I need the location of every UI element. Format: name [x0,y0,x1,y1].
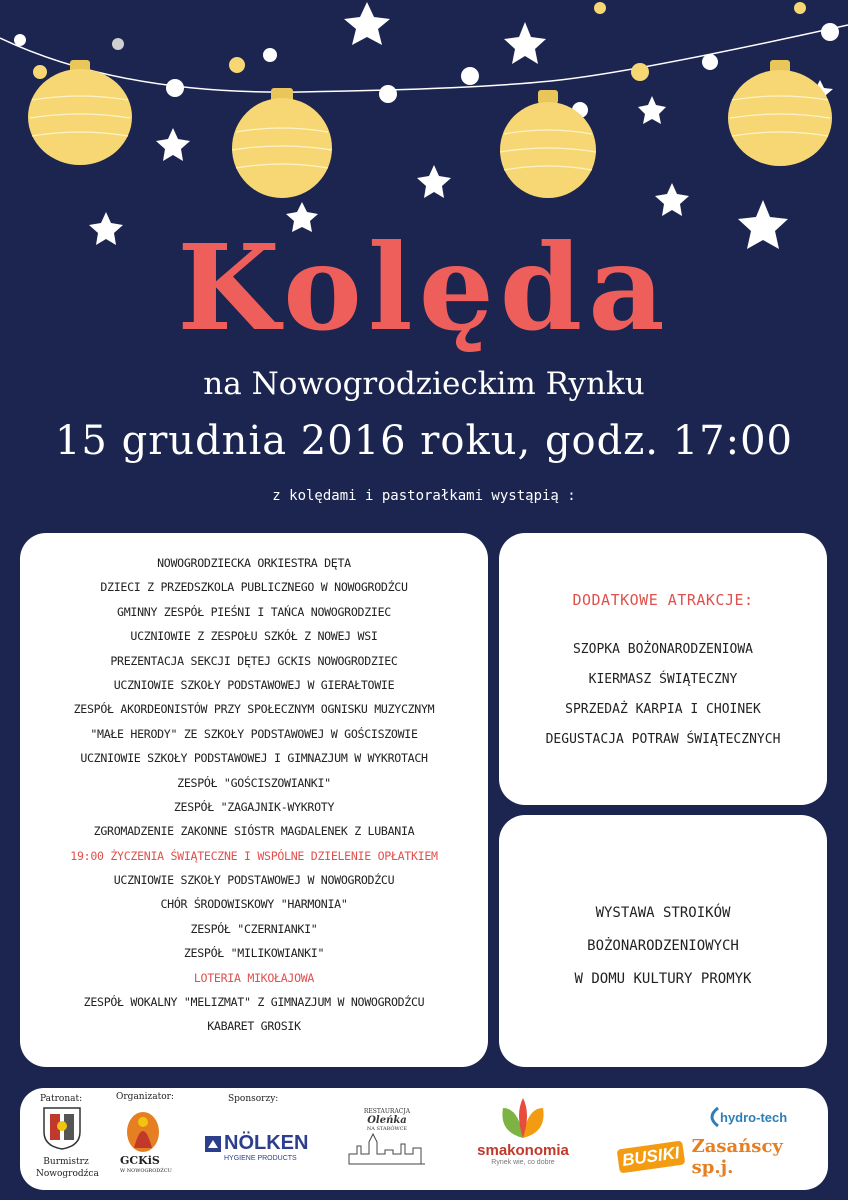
smakonomia-logo-subtext: Rynek wie, co dobre [491,1159,555,1166]
hydrotech-arc-icon [706,1106,720,1128]
performer-item-highlight: 19:00 ŻYCZENIA ŚWIĄTECZNE I WSPÓLNE DZIELENIE OPŁATKIEM [70,848,438,863]
gckis-logo-text: GCKiS [120,1154,160,1167]
zasanscy-logo-text: Zasańscy sp.j. [691,1136,783,1178]
attraction-item: SZOPKA BOŻONARODZENIOWA [572,642,753,657]
performer-item: DZIECI Z PRZEDSZKOLA PUBLICZNEGO W NOWOGRODŹCU [100,580,408,595]
nolken-logo-text: NÖLKEN [224,1132,309,1154]
performer-item: ZESPÓŁ "MILIKOWIANKI" [183,946,325,961]
performer-item-highlight: LOTERIA MIKOŁAJOWA [193,970,315,985]
performers-panel [20,533,488,1067]
performer-item: ZESPÓŁ "CZERNIANKI" [190,921,318,936]
performer-item: PREZENTACJA SEKCJI DĘTEJ GCKIS NOWOGRODZIEC [110,653,398,668]
performer-item: ZESPÓŁ WOKALNY "MELIZMAT" Z GIMNAZJUM W NOWOGRODŹCU [83,995,425,1010]
attractions-panel [499,533,827,805]
performer-item: NOWOGRODZIECKA ORKIESTRA DĘTA [157,556,351,570]
performer-item: GMINNY ZESPÓŁ PIEŚNI I TAŃCA NOWOGRODZIEC [117,604,391,619]
smakonomia-leaf-icon [497,1096,549,1140]
event-subtitle: na Nowogrodzieckim Rynku [203,366,645,402]
restauracja-text-3: NA STARÓWCE [366,1126,408,1132]
performer-item: UCZNIOWIE SZKOŁY PODSTAWOWEJ I GIMNAZJUM W WYKROTACH [80,751,428,766]
nolken-logo [204,1132,324,1162]
busiki-zasanscy-logo [618,1136,828,1178]
gckis-logo-icon [124,1108,162,1154]
performer-item: "MAŁE HERODY" ZE SZKOŁY PODSTAWOWEJ W GOŚCISZOWIE [90,726,418,741]
busiki-logo-text: BUSIKI [617,1141,685,1174]
sponsors-panel [20,1088,828,1190]
performer-item: ZESPÓŁ "GOŚCISZOWIANKI" [177,775,331,790]
gckis-logo-subtext: W NOWOGRODŹCU [120,1168,172,1174]
organizator-label: Organizator: [116,1092,174,1102]
attraction-item: SPRZEDAŻ KARPIA I CHOINEK [565,702,761,717]
performers-intro: z kolędami i pastorałkami wystąpią : [272,488,576,504]
nolken-logo-subtext: HYGIENE PRODUCTS [224,1155,297,1162]
smakonomia-logo-text: smakonomia [477,1142,569,1159]
nolken-mark-icon [204,1135,222,1153]
performer-item: ZESPÓŁ AKORDEONISTÓW PRZY SPOŁECZNYM OGNISKU MUZYCZNYM [73,702,435,717]
performer-item: UCZNIOWIE SZKOŁY PODSTAWOWEJ W NOWOGRODŹCU [113,873,395,888]
patronat-label: Patronat: [40,1094,83,1104]
exhibit-line: WYSTAWA STROIKÓW [595,905,731,921]
patronat-caption: Burmistrz Nowogrodźca [36,1157,99,1179]
attraction-item: KIERMASZ ŚWIĄTECZNY [588,672,738,687]
restauracja-olenka-logo [342,1108,432,1170]
performer-item: CHÓR ŚRODOWISKOWY "HARMONIA" [160,897,348,912]
performer-item: KABARET GROSIK [207,1019,301,1034]
town-skyline-icon [347,1132,427,1166]
hydrotech-logo [706,1106,787,1128]
performer-item: ZESPÓŁ "ZAGAJNIK-WYKROTY [173,799,335,814]
event-date: 15 grudnia 2016 roku, godz. 17:00 [54,418,794,464]
attraction-item: DEGUSTACJA POTRAW ŚWIĄTECZNYCH [545,732,781,747]
hydrotech-logo-text: hydro-tech [720,1109,788,1125]
restauracja-text-2: Oleńka [367,1115,407,1126]
event-title: Kolęda [177,218,671,357]
sponsorzy-label: Sponsorzy: [228,1094,279,1104]
coat-of-arms-icon [42,1106,82,1150]
performer-item: UCZNIOWIE Z ZESPOŁU SZKÓŁ Z NOWEJ WSI [130,629,378,644]
exhibit-line: W DOMU KULTURY PROMYK [574,971,752,987]
performer-item: ZGROMADZENIE ZAKONNE SIÓSTR MAGDALENEK Z LUBANIA [93,824,415,839]
performer-item: UCZNIOWIE SZKOŁY PODSTAWOWEJ W GIERAŁTOWIE [113,677,395,692]
exhibit-panel [499,815,827,1067]
restauracja-text-1: RESTAURACJA [363,1108,411,1115]
exhibit-line: BOŻONARODZENIOWYCH [587,938,739,954]
attractions-heading: DODATKOWE ATRAKCJE: [572,591,754,609]
smakonomia-logo [458,1096,588,1166]
